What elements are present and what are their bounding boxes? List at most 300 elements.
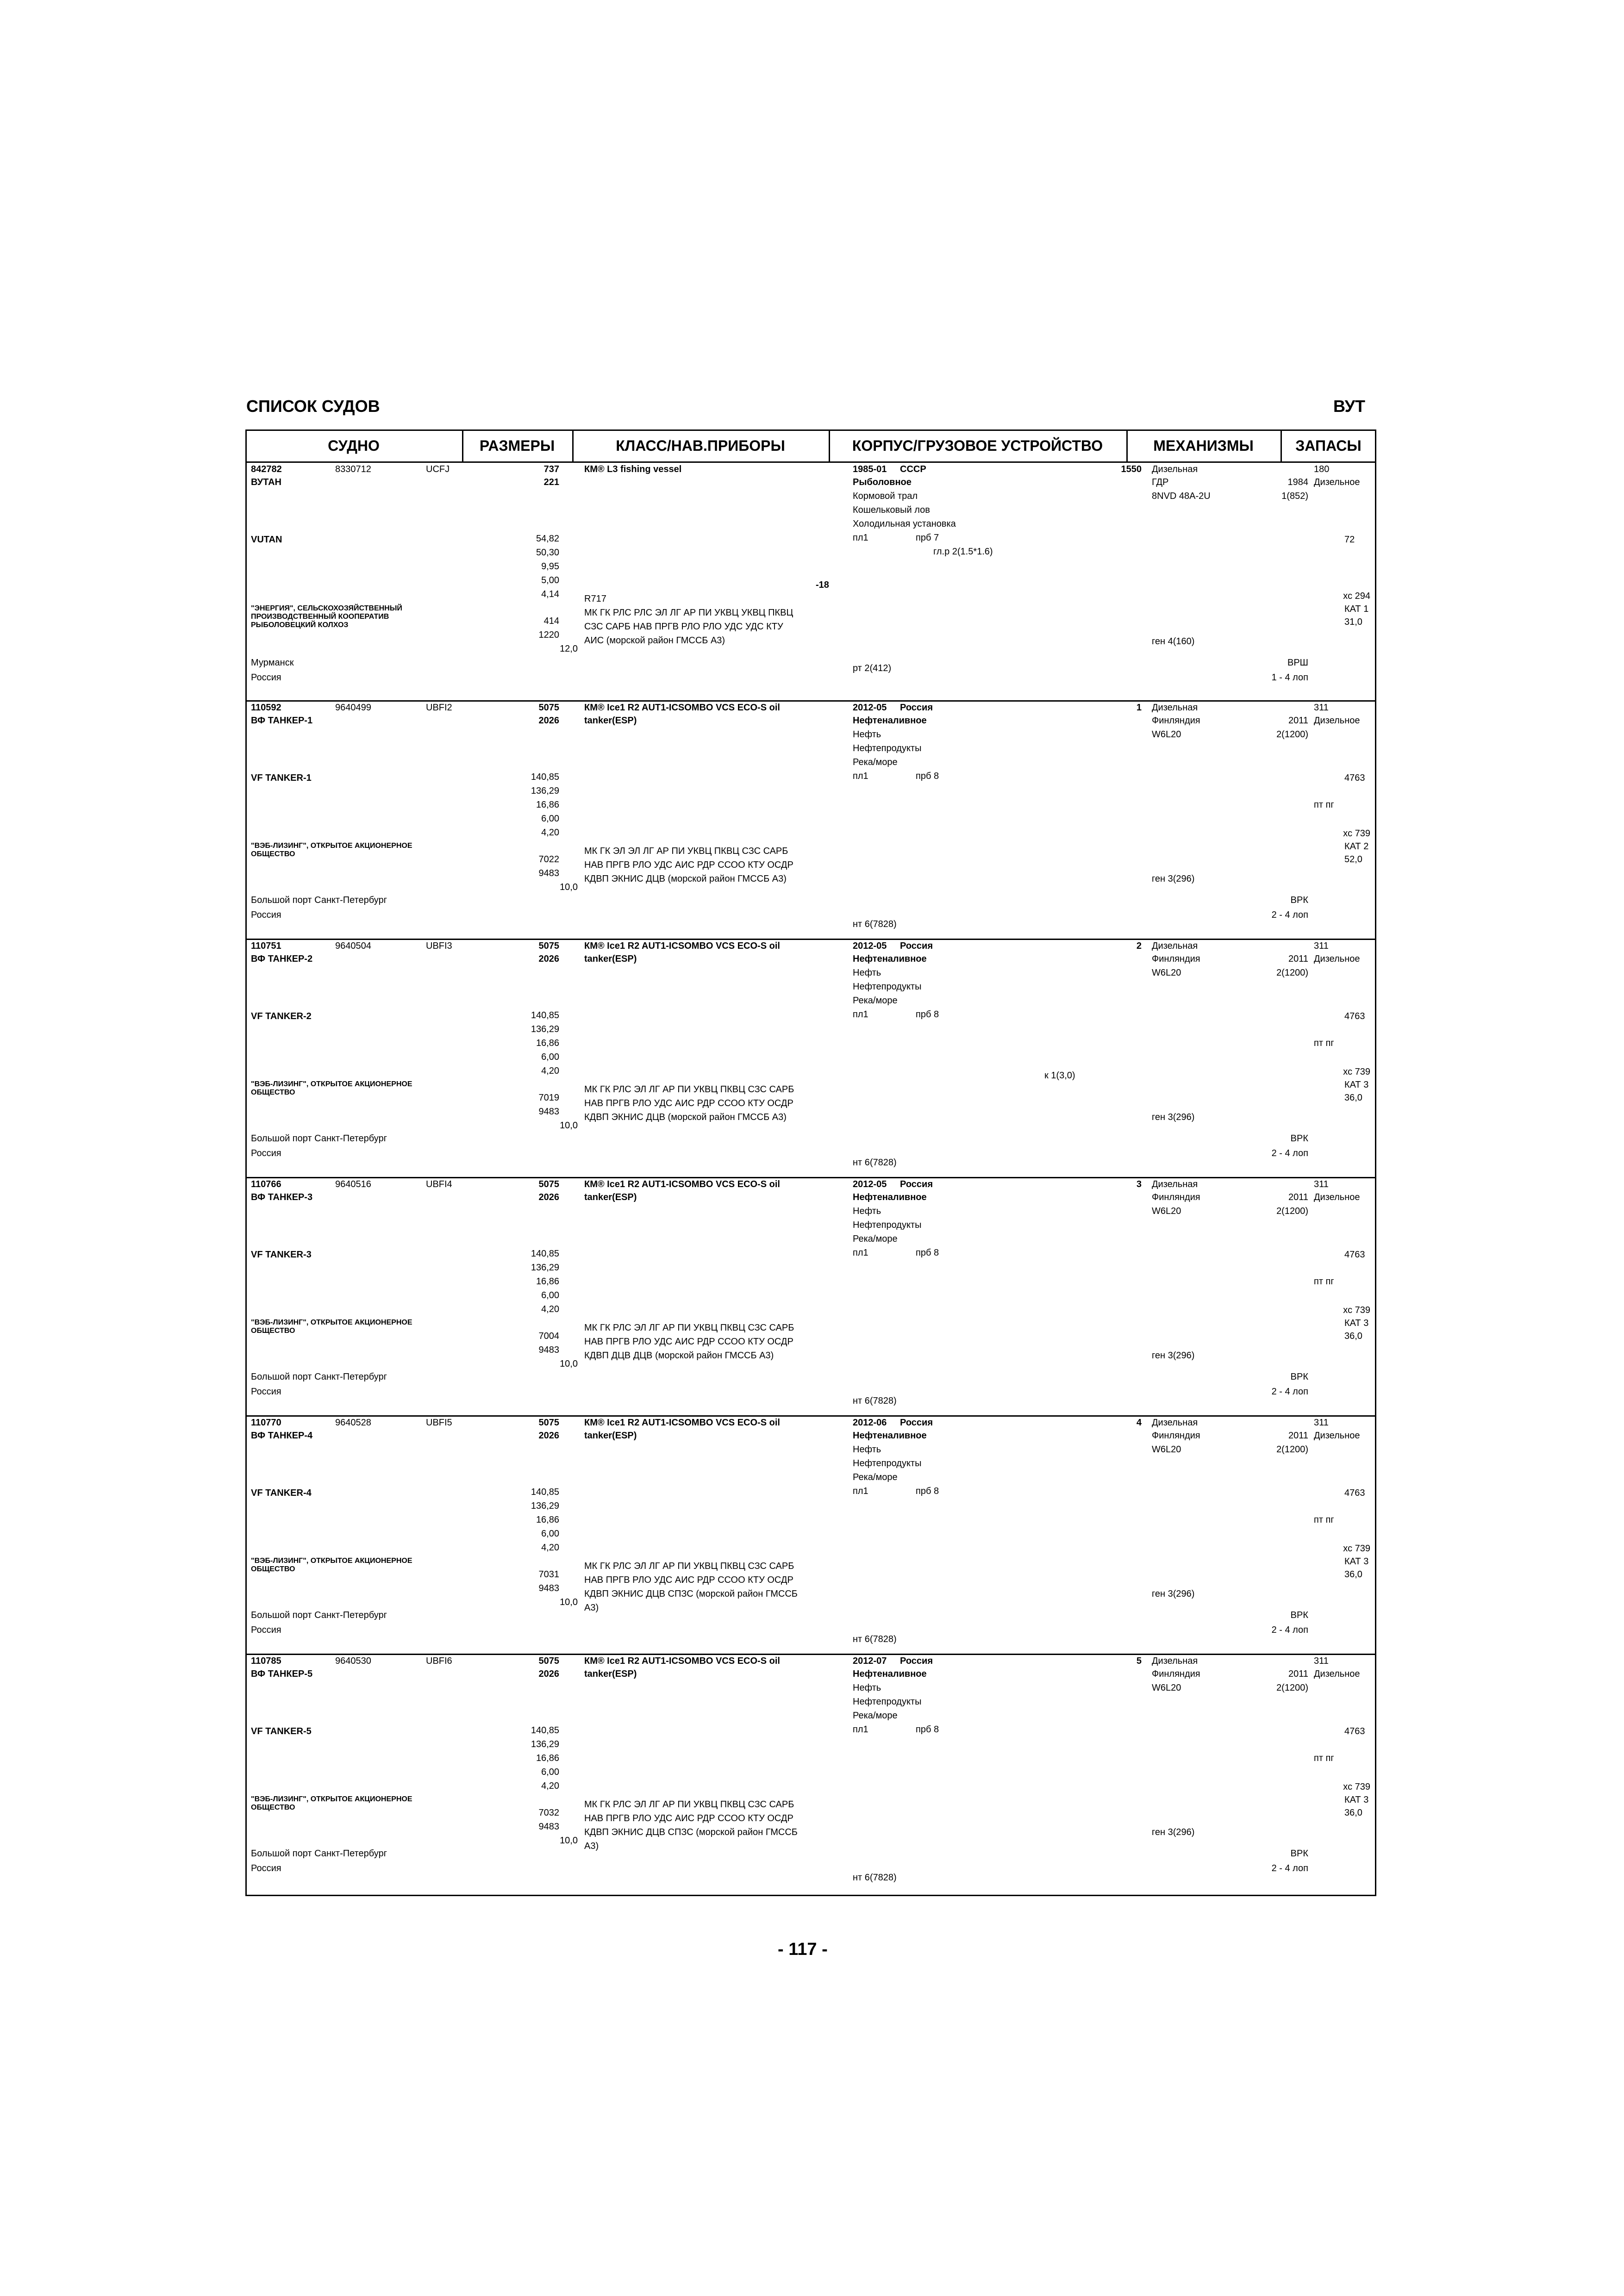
page-number: - 117 -: [778, 1940, 828, 1959]
reg-number: 110766: [251, 1179, 281, 1189]
length-pp: 136,29: [531, 1739, 559, 1749]
hull-feature: Река/море: [853, 757, 898, 767]
nav-equipment: СЗС САРБ НАВ ПРГВ РЛО РЛО УДС УДС КТУ: [584, 622, 783, 632]
call-sign: UBFI5: [426, 1418, 452, 1428]
hull-feature: Нефтепродукты: [853, 1220, 922, 1230]
category: КАТ 3: [1344, 1795, 1369, 1805]
home-port: Большой порт Санкт-Петербург: [251, 1610, 387, 1620]
owner: "ВЭБ-ЛИЗИНГ", ОТКРЫТОЕ АКЦИОНЕРНОЕ ОБЩЕСТВО: [251, 1795, 412, 1811]
breadth: 16,86: [536, 1753, 559, 1763]
propeller: ВРК: [1290, 1610, 1308, 1620]
engine-type: Дизельная: [1152, 1418, 1198, 1428]
hull-feature: Нефтепродукты: [853, 982, 922, 992]
ship-name: ВФ ТАНКЕР-3: [251, 1192, 313, 1202]
header-divider: [572, 429, 574, 462]
deadweight: 7031: [538, 1569, 559, 1580]
tank-note: пт пг: [1314, 1515, 1334, 1525]
category: КАТ 3: [1344, 1318, 1369, 1328]
refrigerant: R717: [584, 594, 606, 604]
hull-number: 1550: [1121, 464, 1142, 474]
gross-tonnage: 5075: [538, 941, 559, 951]
build-date: 2012-07: [853, 1656, 887, 1666]
net-tonnage: 221: [543, 477, 559, 487]
length-pp: 136,29: [531, 1263, 559, 1273]
hull-number: 3: [1136, 1179, 1142, 1189]
displacement: 9483: [538, 1345, 559, 1355]
page-title: СПИСОК СУДОВ: [246, 397, 380, 416]
deadweight: 7019: [538, 1093, 559, 1103]
ship-type: Нефтеналивное: [853, 1431, 927, 1441]
flag: Россия: [251, 672, 281, 683]
ship-record: [0, 1654, 1624, 1893]
engine-type: Дизельная: [1152, 941, 1198, 951]
flag: Россия: [251, 1387, 281, 1397]
ship-type: Нефтеналивное: [853, 1669, 927, 1679]
nav-equipment: МК ГК РЛС ЭЛ ЛГ АР ПИ УКВЦ ПКВЦ СЗС САРБ: [584, 1561, 794, 1571]
engine-country: Финляндия: [1152, 1431, 1200, 1441]
nav-equipment: А3): [584, 1603, 599, 1613]
reg-number: 110785: [251, 1656, 281, 1666]
engine-type: Дизельная: [1152, 464, 1198, 474]
length-pp: 136,29: [531, 786, 559, 796]
generators: ген 3(296): [1152, 874, 1195, 884]
fuel-capacity: 311: [1314, 1656, 1329, 1666]
header-divider: [1280, 429, 1282, 462]
engine-model: W6L20: [1152, 1206, 1181, 1216]
imo-number: 9640528: [335, 1418, 371, 1428]
depth: 6,00: [541, 1767, 559, 1777]
ship-name-latin: VF TANKER-5: [251, 1726, 312, 1736]
depth: 6,00: [541, 1290, 559, 1300]
home-port: Мурманск: [251, 658, 294, 668]
ship-record: [0, 1177, 1624, 1417]
net-tonnage: 2026: [538, 1192, 559, 1202]
draught: 4,20: [541, 828, 559, 838]
engine-country: Финляндия: [1152, 716, 1200, 726]
category: КАТ 2: [1344, 841, 1369, 852]
length-pp: 50,30: [536, 548, 559, 558]
decks: пл1: [853, 1009, 868, 1020]
section-code: ВУТ: [1333, 397, 1366, 416]
engine-model: W6L20: [1152, 1444, 1181, 1455]
generators: ген 4(160): [1152, 636, 1195, 647]
class-notation-cont: tanker(ESP): [584, 1431, 637, 1441]
draught: 4,20: [541, 1066, 559, 1076]
engine-year: 2011: [1288, 1669, 1308, 1679]
propeller-count: 2 - 4 лоп: [1271, 1148, 1308, 1158]
fuel-type: Дизельное: [1314, 1431, 1360, 1441]
generators: ген 3(296): [1152, 1589, 1195, 1599]
fuel-type: Дизельное: [1314, 1669, 1360, 1679]
ship-name-latin: VF TANKER-3: [251, 1250, 312, 1260]
displacement: 9483: [538, 1107, 559, 1117]
hull-feature: Река/море: [853, 996, 898, 1006]
fuel-capacity: 311: [1314, 1179, 1329, 1189]
displacement: 1220: [538, 630, 559, 640]
hull-feature: Нефтепродукты: [853, 743, 922, 753]
reg-number: 842782: [251, 464, 282, 474]
draught: 4,14: [541, 589, 559, 599]
bulkheads: прб 8: [916, 1724, 939, 1735]
class-notation: КМ® L3 fishing vessel: [584, 464, 682, 474]
ship-type: Нефтеналивное: [853, 954, 927, 964]
ship-name: ВФ ТАНКЕР-1: [251, 716, 313, 726]
displacement: 9483: [538, 1583, 559, 1593]
hull-number: 4: [1136, 1418, 1142, 1428]
breadth: 16,86: [536, 1038, 559, 1048]
ship-record: [0, 700, 1624, 940]
engine-country: Финляндия: [1152, 1669, 1200, 1679]
class-notation-cont: tanker(ESP): [584, 1669, 637, 1679]
engine-year: 2011: [1288, 954, 1308, 964]
tank-note: пт пг: [1314, 800, 1334, 810]
propeller-count: 2 - 4 лоп: [1271, 1625, 1308, 1635]
col-header-class: КЛАСС/НАВ.ПРИБОРЫ: [616, 437, 785, 454]
fuel-capacity: 180: [1314, 464, 1330, 474]
build-country: Россия: [900, 1179, 933, 1189]
propeller-count: 2 - 4 лоп: [1271, 1387, 1308, 1397]
deadweight: 414: [543, 616, 559, 626]
engine-power: 2(1200): [1276, 1444, 1308, 1455]
bulkheads: прб 8: [916, 1248, 939, 1258]
imo-number: 9640516: [335, 1179, 371, 1189]
ship-name: ВФ ТАНКЕР-5: [251, 1669, 313, 1679]
owner: "ЭНЕРГИЯ", СЕЛЬСКОХОЗЯЙСТВЕННЫЙ ПРОИЗВОДСТВЕННЫЙ КООПЕРАТИВ РЫБОЛОВЕЦКИЙ КОЛХОЗ: [251, 604, 402, 629]
engine-model: 8NVD 48A-2U: [1152, 491, 1211, 501]
tank-note: пт пг: [1314, 1038, 1334, 1048]
nav-equipment: МК ГК РЛС ЭЛ ЛГ АР ПИ УКВЦ ПКВЦ СЗС САРБ: [584, 1323, 794, 1333]
col-header-stores: ЗАПАСЫ: [1295, 437, 1362, 454]
owner: "ВЭБ-ЛИЗИНГ", ОТКРЫТОЕ АКЦИОНЕРНОЕ ОБЩЕСТВО: [251, 1319, 412, 1335]
nav-equipment: КДВП ДЦВ ДЦВ (морской район ГМССБ А3): [584, 1350, 774, 1361]
range: 4763: [1344, 773, 1365, 783]
engine-power: 1(852): [1281, 491, 1308, 501]
propeller-count: 1 - 4 лоп: [1271, 672, 1308, 683]
fuel-capacity: 311: [1314, 703, 1329, 713]
col-header-machinery: МЕХАНИЗМЫ: [1153, 437, 1254, 454]
hull-feature: Река/море: [853, 1472, 898, 1482]
class-notation-cont: tanker(ESP): [584, 1192, 637, 1202]
crew: хс 739: [1343, 1067, 1370, 1077]
net-tonnage: 2026: [538, 1431, 559, 1441]
breadth: 16,86: [536, 1276, 559, 1287]
category: КАТ 1: [1344, 604, 1369, 614]
build-date: 2012-05: [853, 1179, 887, 1189]
generators: ген 3(296): [1152, 1112, 1195, 1122]
autonomy: 52,0: [1344, 854, 1362, 865]
ship-name: ВФ ТАНКЕР-2: [251, 954, 313, 964]
build-country: Россия: [900, 1418, 933, 1428]
header-divider: [829, 429, 830, 462]
nav-equipment: А3): [584, 1841, 599, 1851]
depth: 6,00: [541, 1052, 559, 1062]
bulkheads: прб 8: [916, 1486, 939, 1496]
build-country: Россия: [900, 941, 933, 951]
refrigeration-temp: -18: [816, 580, 829, 590]
class-notation: КМ® Ice1 R2 AUT1-ICSOMBO VCS ECO-S oil: [584, 1656, 780, 1666]
hull-feature: Нефтепродукты: [853, 1697, 922, 1707]
fuel-type: Дизельное: [1314, 477, 1360, 487]
crew: хс 739: [1343, 1543, 1370, 1554]
engine-country: ГДР: [1152, 477, 1169, 487]
holds: рт 2(412): [853, 663, 892, 673]
speed: 10,0: [560, 1597, 578, 1607]
hull-feature: Нефть: [853, 1683, 881, 1693]
engine-model: W6L20: [1152, 968, 1181, 978]
speed: 10,0: [560, 1359, 578, 1369]
engine-year: 2011: [1288, 1431, 1308, 1441]
build-country: СССР: [900, 464, 926, 474]
draught: 4,20: [541, 1304, 559, 1314]
autonomy: 36,0: [1344, 1093, 1362, 1103]
speed: 10,0: [560, 1836, 578, 1846]
speed: 12,0: [560, 644, 578, 654]
reg-number: 110751: [251, 941, 281, 951]
propeller: ВРК: [1290, 895, 1308, 905]
tank-note: пт пг: [1314, 1753, 1334, 1763]
engine-power: 2(1200): [1276, 729, 1308, 740]
ship-type: Нефтеналивное: [853, 1192, 927, 1202]
flag: Россия: [251, 1863, 281, 1873]
hull-feature: Нефть: [853, 729, 881, 740]
decks: пл1: [853, 1248, 868, 1258]
hatch-note: гл.р 2(1.5*1.6): [933, 547, 993, 557]
owner: "ВЭБ-ЛИЗИНГ", ОТКРЫТОЕ АКЦИОНЕРНОЕ ОБЩЕСТВО: [251, 842, 412, 858]
breadth: 16,86: [536, 800, 559, 810]
holds: нт 6(7828): [853, 919, 897, 929]
class-notation: КМ® Ice1 R2 AUT1-ICSOMBO VCS ECO-S oil: [584, 703, 780, 713]
bulkheads: прб 7: [916, 533, 939, 543]
range: 4763: [1344, 1250, 1365, 1260]
call-sign: UBFI4: [426, 1179, 452, 1189]
depth: 6,00: [541, 1529, 559, 1539]
home-port: Большой порт Санкт-Петербург: [251, 1848, 387, 1859]
col-header-ship: СУДНО: [328, 437, 380, 454]
nav-equipment: КДВП ЭКНИС ДЦВ (морской район ГМССБ А3): [584, 874, 787, 884]
ship-name: ВУТАН: [251, 477, 281, 487]
length-overall: 140,85: [531, 1487, 559, 1497]
decks: пл1: [853, 533, 868, 543]
autonomy: 36,0: [1344, 1569, 1362, 1580]
call-sign: UBFI6: [426, 1656, 452, 1666]
speed: 10,0: [560, 882, 578, 892]
length-overall: 140,85: [531, 1249, 559, 1259]
imo-number: 9640530: [335, 1656, 371, 1666]
holds: нт 6(7828): [853, 1873, 897, 1883]
engine-type: Дизельная: [1152, 1179, 1198, 1189]
nav-equipment: НАВ ПРГВ РЛО УДС АИС РДР ССОО КТУ ОСДР: [584, 1575, 793, 1585]
crew: хс 739: [1343, 1305, 1370, 1315]
ship-type: Нефтеналивное: [853, 716, 927, 726]
hull-feature: Река/море: [853, 1711, 898, 1721]
ship-name-latin: VUTAN: [251, 535, 282, 545]
nav-equipment: НАВ ПРГВ РЛО УДС АИС РДР ССОО КТУ ОСДР: [584, 1098, 793, 1108]
nav-equipment: НАВ ПРГВ РЛО УДС АИС РДР ССОО КТУ ОСДР: [584, 1813, 793, 1823]
col-header-dimensions: РАЗМЕРЫ: [479, 437, 555, 454]
hull-feature: Река/море: [853, 1234, 898, 1244]
length-pp: 136,29: [531, 1024, 559, 1034]
engine-type: Дизельная: [1152, 703, 1198, 713]
crew: хс 739: [1343, 828, 1370, 839]
class-notation: КМ® Ice1 R2 AUT1-ICSOMBO VCS ECO-S oil: [584, 1179, 780, 1189]
deadweight: 7004: [538, 1331, 559, 1341]
displacement: 9483: [538, 1822, 559, 1832]
holds: нт 6(7828): [853, 1396, 897, 1406]
holds: нт 6(7828): [853, 1157, 897, 1168]
autonomy: 36,0: [1344, 1808, 1362, 1818]
home-port: Большой порт Санкт-Петербург: [251, 1372, 387, 1382]
hull-number: 5: [1136, 1656, 1142, 1666]
ship-type: Рыболовное: [853, 477, 912, 487]
nav-equipment: КДВП ЭКНИС ДЦВ СПЗС (морской район ГМССБ: [584, 1827, 798, 1837]
ship-record: [0, 462, 1624, 702]
deadweight: 7022: [538, 854, 559, 865]
displacement: 9483: [538, 868, 559, 878]
call-sign: UBFI2: [426, 703, 452, 713]
hull-feature: Нефть: [853, 968, 881, 978]
depth: 6,00: [541, 814, 559, 824]
breadth: 16,86: [536, 1515, 559, 1525]
length-overall: 140,85: [531, 772, 559, 782]
ship-name-latin: VF TANKER-2: [251, 1011, 312, 1021]
deadweight: 7032: [538, 1808, 559, 1818]
engine-power: 2(1200): [1276, 968, 1308, 978]
flag: Россия: [251, 1625, 281, 1635]
decks: пл1: [853, 1486, 868, 1496]
crew: хс 294: [1343, 591, 1370, 601]
imo-number: 9640504: [335, 941, 371, 951]
category: КАТ 3: [1344, 1556, 1369, 1567]
fuel-type: Дизельное: [1314, 1192, 1360, 1202]
build-date: 2012-06: [853, 1418, 887, 1428]
class-notation: КМ® Ice1 R2 AUT1-ICSOMBO VCS ECO-S oil: [584, 1418, 780, 1428]
class-notation: КМ® Ice1 R2 AUT1-ICSOMBO VCS ECO-S oil: [584, 941, 780, 951]
owner: "ВЭБ-ЛИЗИНГ", ОТКРЫТОЕ АКЦИОНЕРНОЕ ОБЩЕСТВО: [251, 1557, 412, 1573]
ship-record: [0, 939, 1624, 1178]
gross-tonnage: 5075: [538, 1656, 559, 1666]
call-sign: UCFJ: [426, 464, 450, 474]
holds: нт 6(7828): [853, 1634, 897, 1644]
gross-tonnage: 737: [543, 464, 559, 474]
generators: ген 3(296): [1152, 1350, 1195, 1361]
propeller: ВРШ: [1287, 658, 1308, 668]
length-pp: 136,29: [531, 1501, 559, 1511]
propeller: ВРК: [1290, 1372, 1308, 1382]
imo-number: 8330712: [335, 464, 371, 474]
autonomy: 36,0: [1344, 1331, 1362, 1341]
autonomy: 31,0: [1344, 617, 1362, 627]
flag: Россия: [251, 1148, 281, 1158]
build-date: 1985-01: [853, 464, 887, 474]
call-sign: UBFI3: [426, 941, 452, 951]
header-divider: [462, 429, 463, 462]
owner: "ВЭБ-ЛИЗИНГ", ОТКРЫТОЕ АКЦИОНЕРНОЕ ОБЩЕСТВО: [251, 1080, 412, 1096]
engine-model: W6L20: [1152, 1683, 1181, 1693]
hull-feature: Кошельковый лов: [853, 505, 930, 515]
range: 4763: [1344, 1726, 1365, 1736]
nav-equipment: МК ГК РЛС РЛС ЭЛ ЛГ АР ПИ УКВЦ УКВЦ ПКВЦ: [584, 608, 793, 618]
gross-tonnage: 5075: [538, 1179, 559, 1189]
category: КАТ 3: [1344, 1080, 1369, 1090]
ship-record: [0, 1415, 1624, 1655]
engine-year: 2011: [1288, 716, 1308, 726]
build-country: Россия: [900, 1656, 933, 1666]
engine-country: Финляндия: [1152, 954, 1200, 964]
propeller-count: 2 - 4 лоп: [1271, 1863, 1308, 1873]
reg-number: 110592: [251, 703, 281, 713]
engine-country: Финляндия: [1152, 1192, 1200, 1202]
hull-number: 2: [1136, 941, 1142, 951]
crew: хс 739: [1343, 1782, 1370, 1792]
col-header-hull: КОРПУС/ГРУЗОВОЕ УСТРОЙСТВО: [852, 437, 1103, 454]
flag: Россия: [251, 910, 281, 920]
depth: 5,00: [541, 575, 559, 585]
class-notation-cont: tanker(ESP): [584, 716, 637, 726]
gross-tonnage: 5075: [538, 703, 559, 713]
nav-equipment: АИС (морской район ГМССБ А3): [584, 635, 725, 646]
fuel-capacity: 311: [1314, 941, 1329, 951]
length-overall: 140,85: [531, 1725, 559, 1736]
hull-feature: Нефть: [853, 1206, 881, 1216]
hull-feature: Кормовой трал: [853, 491, 918, 501]
net-tonnage: 2026: [538, 1669, 559, 1679]
nav-equipment: КДВП ЭКНИС ДЦВ (морской район ГМССБ А3): [584, 1112, 787, 1122]
fuel-capacity: 311: [1314, 1418, 1329, 1428]
fuel-type: Дизельное: [1314, 716, 1360, 726]
nav-equipment: МК ГК ЭЛ ЭЛ ЛГ АР ПИ УКВЦ ПКВЦ СЗС САРБ: [584, 846, 788, 856]
speed: 10,0: [560, 1120, 578, 1131]
draught: 4,20: [541, 1543, 559, 1553]
range: 4763: [1344, 1011, 1365, 1021]
hull-feature: Нефтепродукты: [853, 1458, 922, 1468]
build-country: Россия: [900, 703, 933, 713]
home-port: Большой порт Санкт-Петербург: [251, 895, 387, 905]
crane: к 1(3,0): [1044, 1070, 1075, 1081]
build-date: 2012-05: [853, 703, 887, 713]
engine-year: 1984: [1287, 477, 1308, 487]
breadth: 9,95: [541, 561, 559, 572]
nav-equipment: КДВП ЭКНИС ДЦВ СПЗС (морской район ГМССБ: [584, 1589, 798, 1599]
imo-number: 9640499: [335, 703, 371, 713]
home-port: Большой порт Санкт-Петербург: [251, 1133, 387, 1144]
generators: ген 3(296): [1152, 1827, 1195, 1837]
engine-type: Дизельная: [1152, 1656, 1198, 1666]
draught: 4,20: [541, 1781, 559, 1791]
propeller: ВРК: [1290, 1848, 1308, 1859]
reg-number: 110770: [251, 1418, 281, 1428]
range: 4763: [1344, 1488, 1365, 1498]
hull-feature: Нефть: [853, 1444, 881, 1455]
net-tonnage: 2026: [538, 954, 559, 964]
fuel-type: Дизельное: [1314, 954, 1360, 964]
nav-equipment: НАВ ПРГВ РЛО УДС АИС РДР ССОО КТУ ОСДР: [584, 860, 793, 870]
hull-feature: Холодильная установка: [853, 519, 956, 529]
nav-equipment: МК ГК РЛС ЭЛ ЛГ АР ПИ УКВЦ ПКВЦ СЗС САРБ: [584, 1799, 794, 1810]
engine-power: 2(1200): [1276, 1206, 1308, 1216]
nav-equipment: НАВ ПРГВ РЛО УДС АИС РДР ССОО КТУ ОСДР: [584, 1337, 793, 1347]
length-overall: 140,85: [531, 1010, 559, 1020]
range: 72: [1344, 535, 1355, 545]
decks: пл1: [853, 771, 868, 781]
length-overall: 54,82: [536, 534, 559, 544]
gross-tonnage: 5075: [538, 1418, 559, 1428]
engine-model: W6L20: [1152, 729, 1181, 740]
bulkheads: прб 8: [916, 1009, 939, 1020]
propeller-count: 2 - 4 лоп: [1271, 910, 1308, 920]
build-date: 2012-05: [853, 941, 887, 951]
decks: пл1: [853, 1724, 868, 1735]
class-notation-cont: tanker(ESP): [584, 954, 637, 964]
